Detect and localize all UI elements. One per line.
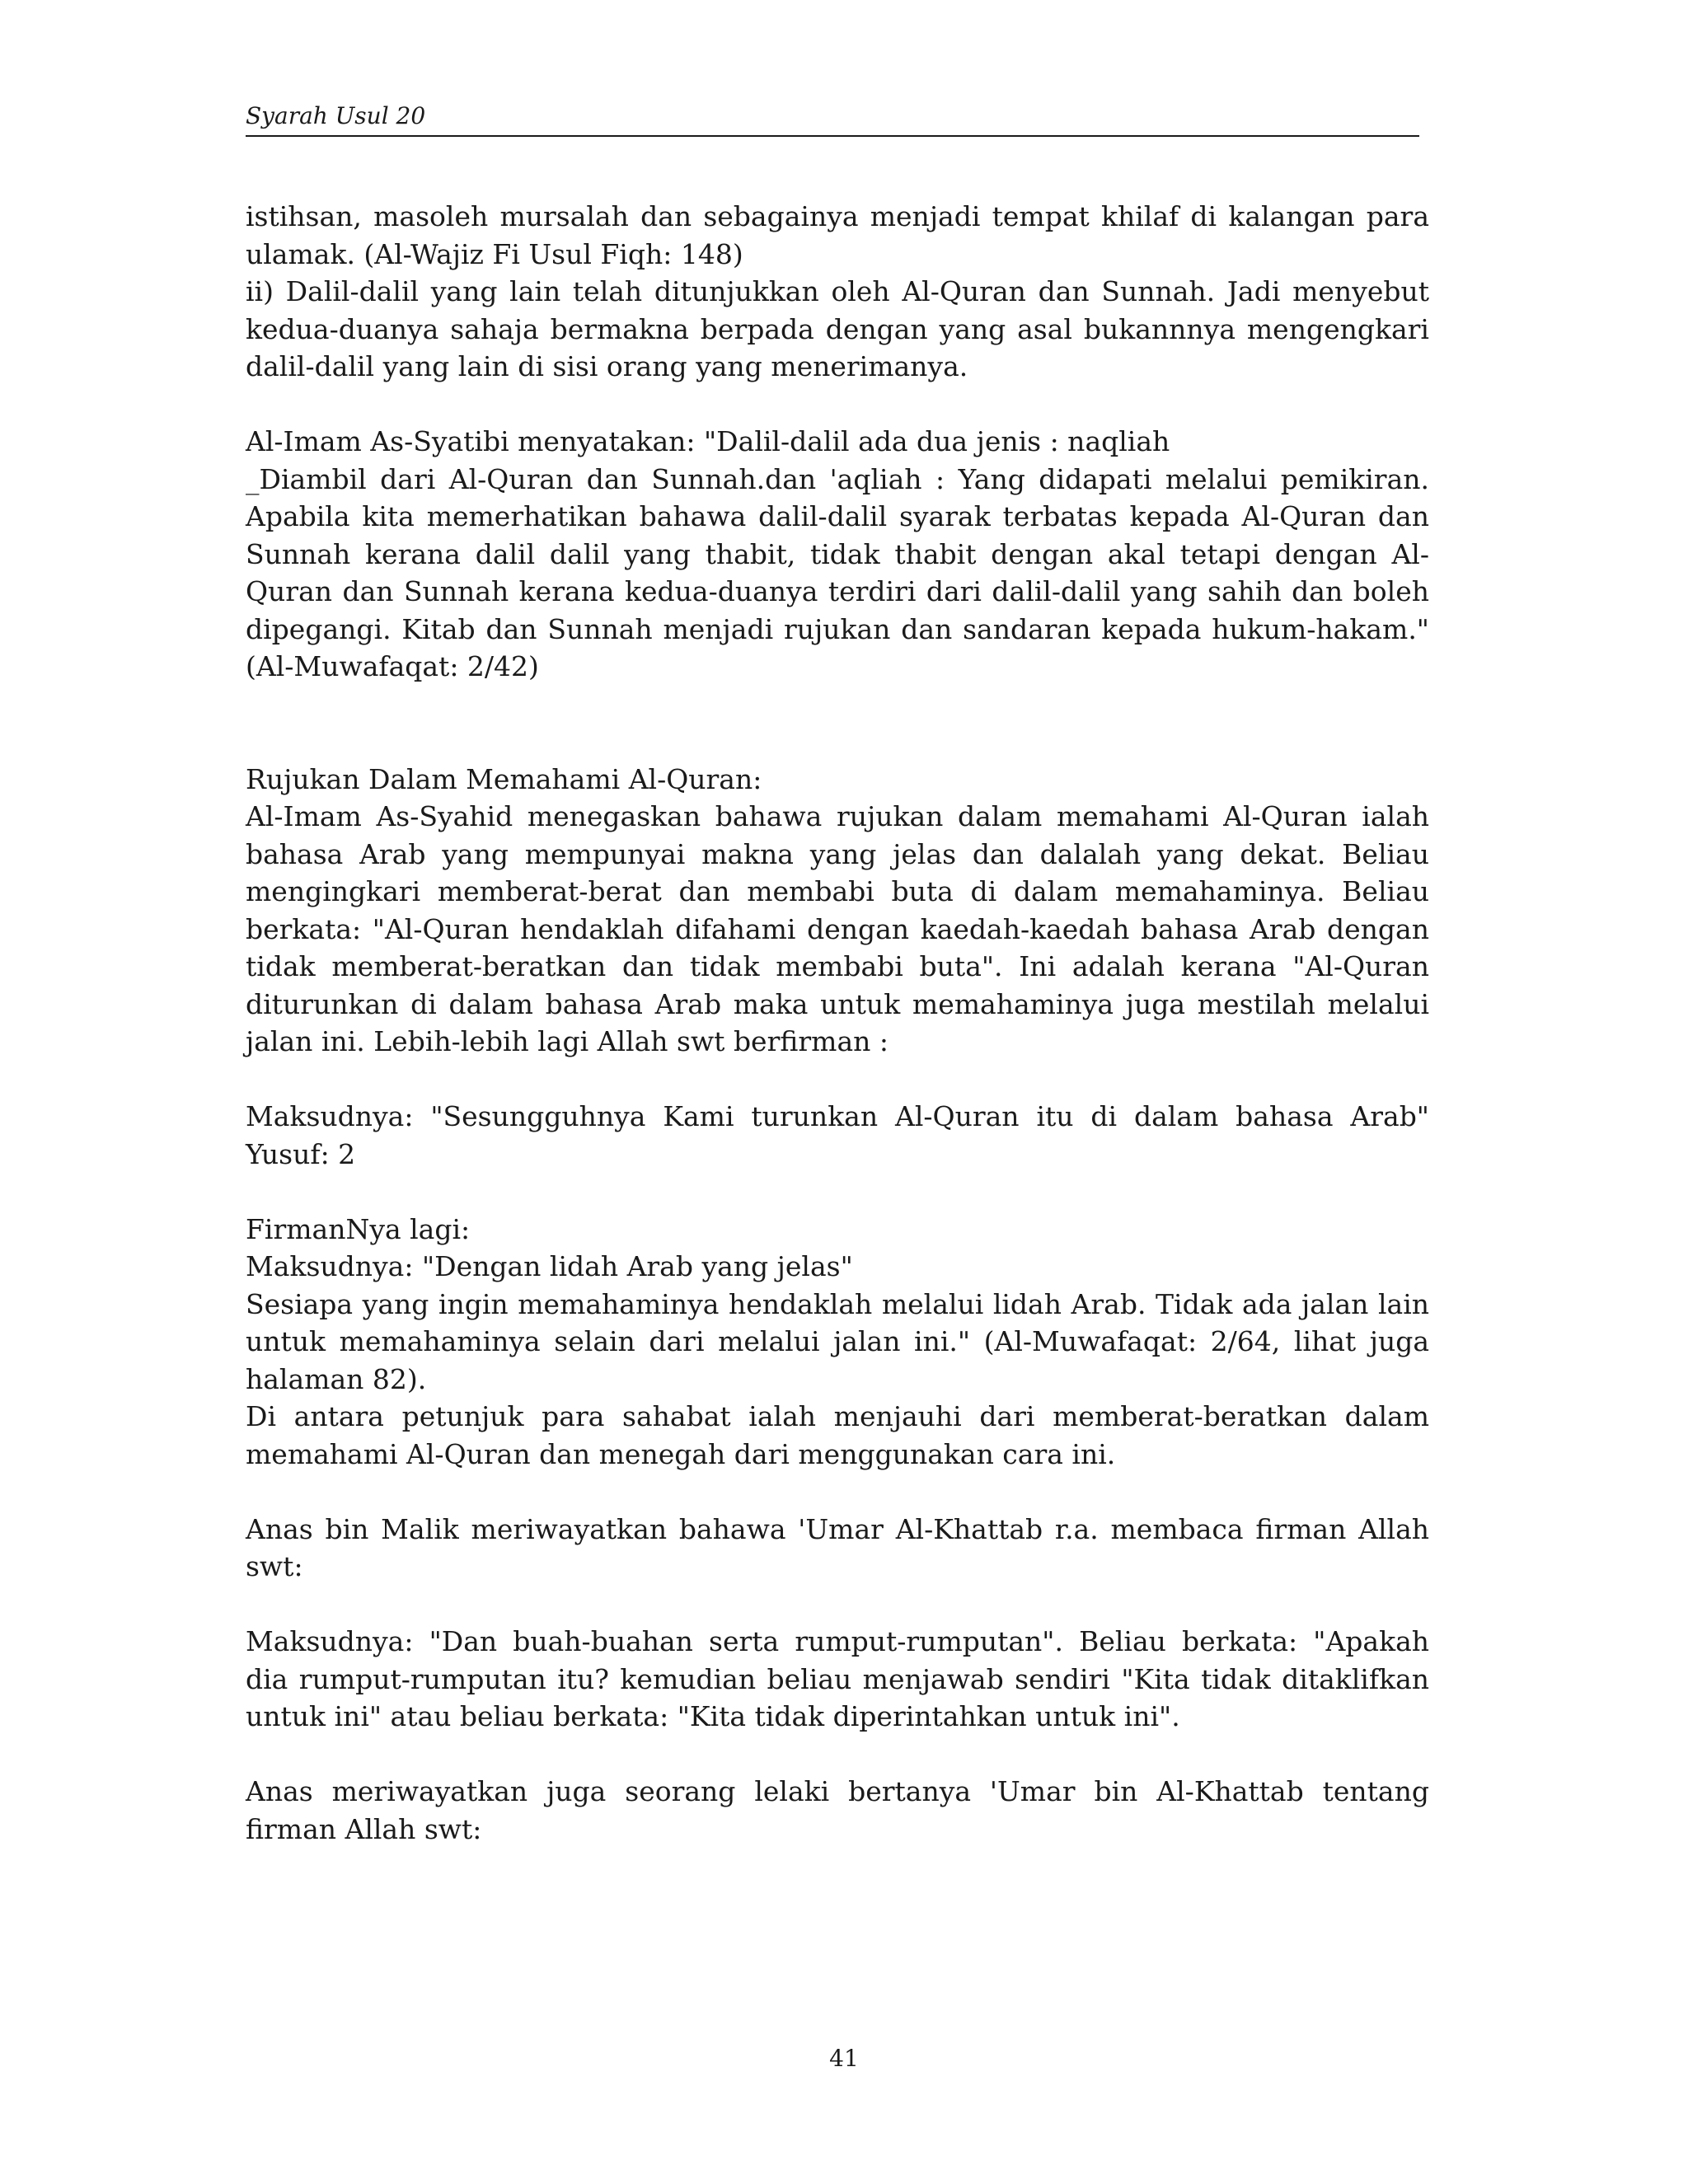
paragraph-petunjuk-sahabat: Di antara petunjuk para sahabat ialah menjauhi dari memberat-beratkan dalam memahami Al-Quran dan menegah dari menggunakan cara ini. bbox=[246, 1400, 1429, 1470]
paragraph-buah-buahan: Maksudnya: "Dan buah-buahan serta rumput-rumputan". Beliau berkata: "Apakah dia rumput-rumputan itu? kemudian beliau menjawab sendiri "Kita tidak ditaklifkan untuk ini" atau beliau berkata: "Kita tidak diperintahkan untuk ini". bbox=[246, 1625, 1429, 1732]
paragraph-syatibi-intro: Al-Imam As-Syatibi menyatakan: "Dalil-dalil ada dua jenis : naqliah bbox=[246, 425, 1170, 457]
paragraph-dalil-lain: ii) Dalil-dalil yang lain telah ditunjukkan oleh Al-Quran dan Sunnah. Jadi menyebut kedua-duanya sahaja bermakna berpada dengan yang asal bukannnya mengengkari dalil-dalil yang lain di sisi orang yang menerimanya. bbox=[246, 275, 1429, 382]
page-body bbox=[246, 198, 1429, 1848]
paragraph-maksudnya-yusuf: Maksudnya: "Sesungguhnya Kami turunkan Al-Quran itu di dalam bahasa Arab" Yusuf: 2 bbox=[246, 1100, 1429, 1170]
paragraph-firmannya-lagi: FirmanNya lagi: bbox=[246, 1212, 471, 1245]
paragraph-istihsan: istihsan, masoleh mursalah dan sebagainya menjadi tempat khilaf di kalangan para ulamak. (Al-Wajiz Fi Usul Fiqh: 148) bbox=[246, 200, 1429, 270]
header-title: Syarah Usul 20 bbox=[246, 97, 427, 135]
paragraph-sesiapa: Sesiapa yang ingin memahaminya hendaklah melalui lidah Arab. Tidak ada jalan lain untuk memahaminya selain dari melalui jalan ini." (Al-Muwafaqat: 2/64, lihat juga halaman 82). bbox=[246, 1287, 1429, 1395]
paragraph-lidah-arab: Maksudnya: "Dengan lidah Arab yang jelas" bbox=[246, 1250, 853, 1282]
running-header bbox=[246, 97, 1419, 137]
paragraph-anas-umar: Anas bin Malik meriwayatkan bahawa 'Umar Al-Khattab r.a. membaca firman Allah swt: bbox=[246, 1512, 1429, 1582]
paragraph-lelaki-bertanya: Anas meriwayatkan juga seorang lelaki bertanya 'Umar bin Al-Khattab tentang firman Allah swt: bbox=[246, 1775, 1429, 1845]
paragraph-syatibi-quote: _Diambil dari Al-Quran dan Sunnah.dan 'aqliah : Yang didapati melalui pemikiran. Apabila kita memerhatikan bahawa dalil-dalil syarak terbatas kepada Al-Quran dan Sunnah kerana dalil dalil yang thabit, tidak thabit dengan akal tetapi dengan Al-Quran dan Sunnah kerana kedua-duanya terdiri dari dalil-dalil yang sahih dan boleh dipegangi. Kitab dan Sunnah menjadi rujukan dan sandaran kepada hukum-hakam." (Al-Muwafaqat: 2/42) bbox=[246, 462, 1429, 682]
page-number: 41 bbox=[829, 2045, 859, 2072]
section-heading-rujukan: Rujukan Dalam Memahami Al-Quran: bbox=[246, 762, 762, 795]
paragraph-imam-syahid: Al-Imam As-Syahid menegaskan bahawa rujukan dalam memahami Al-Quran ialah bahasa Arab yang mempunyai makna yang jelas dan dalalah yang dekat. Beliau mengingkari memberat-berat dan membabi buta di dalam memahaminya. Beliau berkata: "Al-Quran hendaklah difahami dengan kaedah-kaedah bahasa Arab dengan tidak memberat-beratkan dan tidak membabi buta". Ini adalah kerana "Al-Quran diturunkan di dalam bahasa Arab maka untuk memahaminya juga mestilah melalui jalan ini. Lebih-lebih lagi Allah swt berfirman : bbox=[246, 800, 1429, 1057]
